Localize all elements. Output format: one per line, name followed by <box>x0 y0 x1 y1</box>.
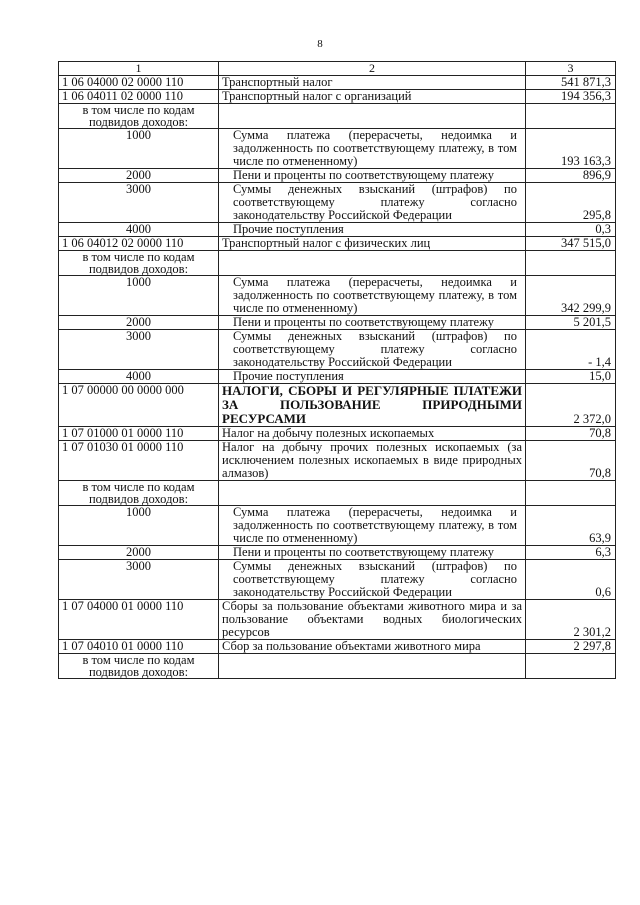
column-header-1: 1 <box>59 62 219 76</box>
amount-cell: 295,8 <box>526 183 616 223</box>
amount-cell: 70,8 <box>526 441 616 481</box>
table-row <box>59 560 616 600</box>
table-row <box>59 654 616 679</box>
name-cell: Сумма платежа (перерасчеты, недоимка и задолженность по соответствующему платежу, в том числе по отмененному) <box>219 506 526 546</box>
name-cell: Сбор за пользование объектами животного мира <box>219 640 526 654</box>
amount-cell: 342 299,9 <box>526 276 616 316</box>
name-cell: Пени и проценты по соответствующему платежу <box>219 316 526 330</box>
amount-cell: 896,9 <box>526 169 616 183</box>
code-cell: 1000 <box>59 129 219 169</box>
name-cell <box>219 251 526 276</box>
code-cell: 1 07 00000 00 0000 000 <box>59 384 219 427</box>
name-cell: Суммы денежных взысканий (штрафов) по соответствующему платежу согласно законодательству Российской Федерации <box>219 560 526 600</box>
table-row <box>59 251 616 276</box>
column-header-3: 3 <box>526 62 616 76</box>
amount-cell: 6,3 <box>526 546 616 560</box>
subtype-intro-cell: в том числе по кодам подвидов доходов: <box>59 654 219 679</box>
amount-cell: 15,0 <box>526 370 616 384</box>
code-cell: 3000 <box>59 330 219 370</box>
table-row <box>59 330 616 370</box>
subtype-intro-cell: в том числе по кодам подвидов доходов: <box>59 104 219 129</box>
table-row <box>59 183 616 223</box>
name-cell: Суммы денежных взысканий (штрафов) по соответствующему платежу согласно законодательству Российской Федерации <box>219 330 526 370</box>
table-row <box>59 427 616 441</box>
name-cell: Транспортный налог с организаций <box>219 90 526 104</box>
amount-cell: 70,8 <box>526 427 616 441</box>
code-cell: 1 06 04011 02 0000 110 <box>59 90 219 104</box>
table-row <box>59 76 616 90</box>
name-cell: Пени и проценты по соответствующему платежу <box>219 546 526 560</box>
code-cell: 2000 <box>59 316 219 330</box>
name-cell: Прочие поступления <box>219 370 526 384</box>
code-cell: 4000 <box>59 370 219 384</box>
table-row <box>59 546 616 560</box>
table-row <box>59 237 616 251</box>
table-row <box>59 481 616 506</box>
table-row <box>59 370 616 384</box>
revenue-table <box>58 61 616 679</box>
code-cell: 1 06 04012 02 0000 110 <box>59 237 219 251</box>
code-cell: 1 07 01000 01 0000 110 <box>59 427 219 441</box>
name-cell: Налог на добычу полезных ископаемых <box>219 427 526 441</box>
table-row <box>59 316 616 330</box>
name-cell: Сборы за пользование объектами животного мира и за пользование объектами водных биологических ресурсов <box>219 600 526 640</box>
amount-cell <box>526 104 616 129</box>
amount-cell: 0,6 <box>526 560 616 600</box>
name-cell: Суммы денежных взысканий (штрафов) по соответствующему платежу согласно законодательству Российской Федерации <box>219 183 526 223</box>
table-header-row <box>59 62 616 76</box>
subtype-intro-cell: в том числе по кодам подвидов доходов: <box>59 481 219 506</box>
subtype-intro-cell: в том числе по кодам подвидов доходов: <box>59 251 219 276</box>
name-cell <box>219 481 526 506</box>
table-row <box>59 441 616 481</box>
amount-cell: 193 163,3 <box>526 129 616 169</box>
code-cell: 3000 <box>59 560 219 600</box>
table-row <box>59 384 616 427</box>
amount-cell: 63,9 <box>526 506 616 546</box>
table-row <box>59 640 616 654</box>
code-cell: 1 07 04010 01 0000 110 <box>59 640 219 654</box>
table-row <box>59 104 616 129</box>
amount-cell: 2 297,8 <box>526 640 616 654</box>
amount-cell: 2 372,0 <box>526 384 616 427</box>
code-cell: 2000 <box>59 546 219 560</box>
table-row <box>59 276 616 316</box>
code-cell: 1 06 04000 02 0000 110 <box>59 76 219 90</box>
amount-cell: 347 515,0 <box>526 237 616 251</box>
amount-cell: - 1,4 <box>526 330 616 370</box>
code-cell: 3000 <box>59 183 219 223</box>
amount-cell: 194 356,3 <box>526 90 616 104</box>
name-cell <box>219 104 526 129</box>
code-cell: 1 07 04000 01 0000 110 <box>59 600 219 640</box>
name-cell: Транспортный налог с физических лиц <box>219 237 526 251</box>
name-cell: Сумма платежа (перерасчеты, недоимка и задолженность по соответствующему платежу, в том числе по отмененному) <box>219 276 526 316</box>
amount-cell <box>526 251 616 276</box>
amount-cell <box>526 481 616 506</box>
amount-cell: 0,3 <box>526 223 616 237</box>
code-cell: 1000 <box>59 276 219 316</box>
amount-cell: 5 201,5 <box>526 316 616 330</box>
table-row <box>59 169 616 183</box>
name-cell: НАЛОГИ, СБОРЫ И РЕГУЛЯРНЫЕ ПЛАТЕЖИ ЗА ПОЛЬЗОВАНИЕ ПРИРОДНЫМИ РЕСУРСАМИ <box>219 384 526 427</box>
amount-cell: 541 871,3 <box>526 76 616 90</box>
table-row <box>59 129 616 169</box>
page-number: 8 <box>317 38 323 50</box>
amount-cell <box>526 654 616 679</box>
name-cell: Налог на добычу прочих полезных ископаемых (за исключением полезных ископаемых в виде природных алмазов) <box>219 441 526 481</box>
code-cell: 4000 <box>59 223 219 237</box>
name-cell: Сумма платежа (перерасчеты, недоимка и задолженность по соответствующему платежу, в том числе по отмененному) <box>219 129 526 169</box>
amount-cell: 2 301,2 <box>526 600 616 640</box>
table-row <box>59 90 616 104</box>
code-cell: 1 07 01030 01 0000 110 <box>59 441 219 481</box>
column-header-2: 2 <box>219 62 526 76</box>
table-row <box>59 506 616 546</box>
table-row <box>59 223 616 237</box>
name-cell: Пени и проценты по соответствующему платежу <box>219 169 526 183</box>
code-cell: 2000 <box>59 169 219 183</box>
name-cell: Прочие поступления <box>219 223 526 237</box>
code-cell: 1000 <box>59 506 219 546</box>
name-cell: Транспортный налог <box>219 76 526 90</box>
name-cell <box>219 654 526 679</box>
table-row <box>59 600 616 640</box>
